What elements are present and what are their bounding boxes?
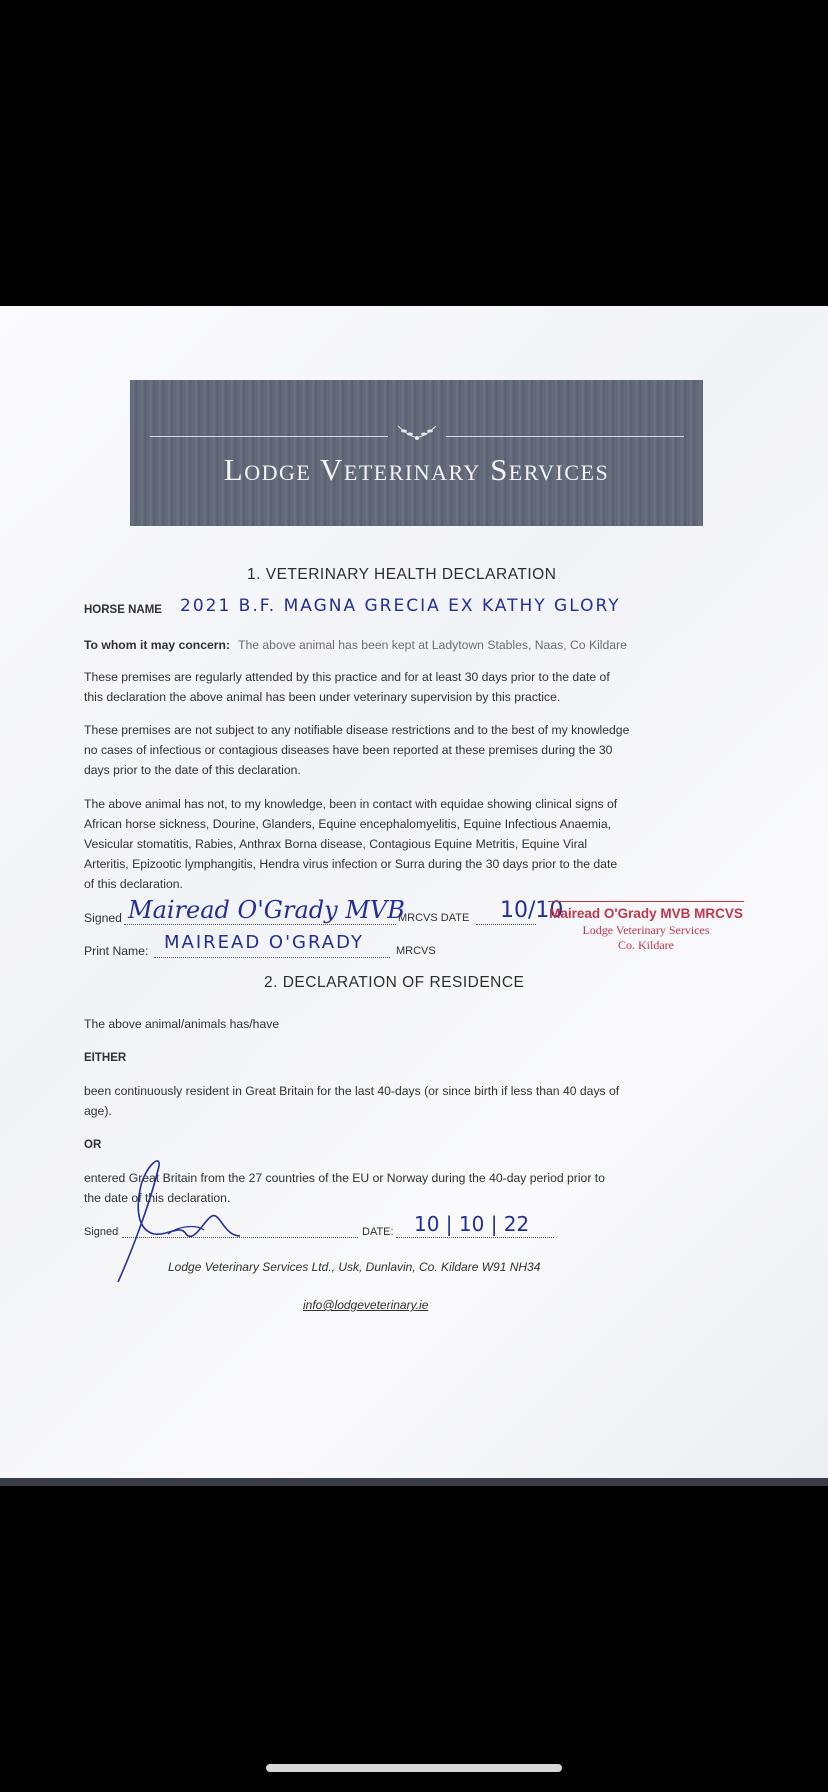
signed2-label: Signed (84, 1226, 119, 1238)
stamp-line3: Co. Kildare (618, 938, 674, 952)
either-line1: been continuously resident in Great Britain for the last 40-days (or since birth if less than 40 days of (84, 1084, 620, 1098)
para1-line2: this declaration the above animal has been under veterinary supervision by this practice. (84, 690, 561, 704)
para3-line5: of this declaration. (84, 877, 183, 891)
stamp-line2: Lodge Veterinary Services (582, 923, 710, 937)
signed-label: Signed (84, 911, 122, 925)
banner-rule-right (446, 436, 684, 437)
para2-line1: These premises are not subject to any notifiable disease restrictions and to the best of my knowledge (84, 723, 630, 737)
practice-stamp (548, 901, 744, 956)
print-mrcvs-label: MRCVS (396, 945, 436, 957)
horse-name-label: HORSE NAME (84, 604, 162, 616)
either-label: EITHER (84, 1052, 127, 1064)
section1-heading: 1. VETERINARY HEALTH DECLARATION (247, 566, 557, 583)
either-line2: age). (84, 1104, 112, 1118)
para3-line1: The above animal has not, to my knowledge, been in contact with equidae showing clinical signs of (84, 797, 618, 811)
residence-date-value: 10 | 10 | 22 (414, 1212, 530, 1236)
para1-line1: These premises are regularly attended by this practice and for at least 30 days prior to the date of (84, 670, 610, 684)
date2-label: DATE: (362, 1226, 394, 1238)
horse-name-value: 2021 B.F. MAGNA GRECIA EX KATHY GLORY (180, 596, 621, 616)
residence-intro: The above animal/animals has/have (84, 1017, 280, 1031)
or-label: OR (84, 1139, 102, 1151)
page-edge (0, 1478, 828, 1486)
home-indicator[interactable] (266, 1764, 562, 1772)
date2-line (396, 1236, 554, 1238)
print-name-label: Print Name: (84, 944, 149, 958)
para3-line4: Arteritis, Epizootic lymphangitis, Hendra virus infection or Surra during the 30 days prior to the date (84, 857, 618, 871)
footer-address: Lodge Veterinary Services Ltd., Usk, Dunlavin, Co. Kildare W91 NH34 (168, 1260, 541, 1274)
para3-line3: Vesicular stomatitis, Rabies, Anthrax Borna disease, Contagious Equine Metritis, Equine Viral (84, 837, 588, 851)
para3-line2: African horse sickness, Dourine, Glanders, Equine encephalomyelitis, Equine Infectious Anaemia, (84, 817, 612, 831)
vet-date-value: 10/10 (500, 898, 564, 923)
para2-line3: days prior to the date of this declaration. (84, 763, 301, 777)
concern-text: The above animal has been kept at Ladytown Stables, Naas, Co Kildare (238, 638, 627, 652)
or-line1: entered Great Britain from the 27 countries of the EU or Norway during the 40-day period prior to (84, 1171, 605, 1185)
vet-signature: Mairead O'Grady MVB (128, 896, 405, 924)
banner-title: Lodge Veterinary Services (223, 452, 610, 487)
date-line (476, 923, 536, 925)
print-name-line (154, 956, 390, 958)
banner-rule-left (150, 436, 388, 437)
or-line2: the date of this declaration. (84, 1191, 231, 1205)
print-name-value: MAIREAD O'GRADY (164, 932, 364, 953)
laurel-icon (392, 422, 442, 445)
stamp-line1: Mairead O'Grady MVB MRCVS (549, 906, 743, 921)
concern-label: To whom it may concern: (84, 638, 231, 652)
mrcvs-date-label: MRCVS DATE (398, 912, 470, 924)
section2-heading: 2. DECLARATION OF RESIDENCE (264, 974, 525, 991)
letterhead-banner (130, 380, 703, 526)
footer-email[interactable]: info@lodgeveterinary.ie (303, 1298, 429, 1312)
para2-line2: no cases of infectious or contagious diseases have been reported at these premises during the 30 (84, 743, 613, 757)
